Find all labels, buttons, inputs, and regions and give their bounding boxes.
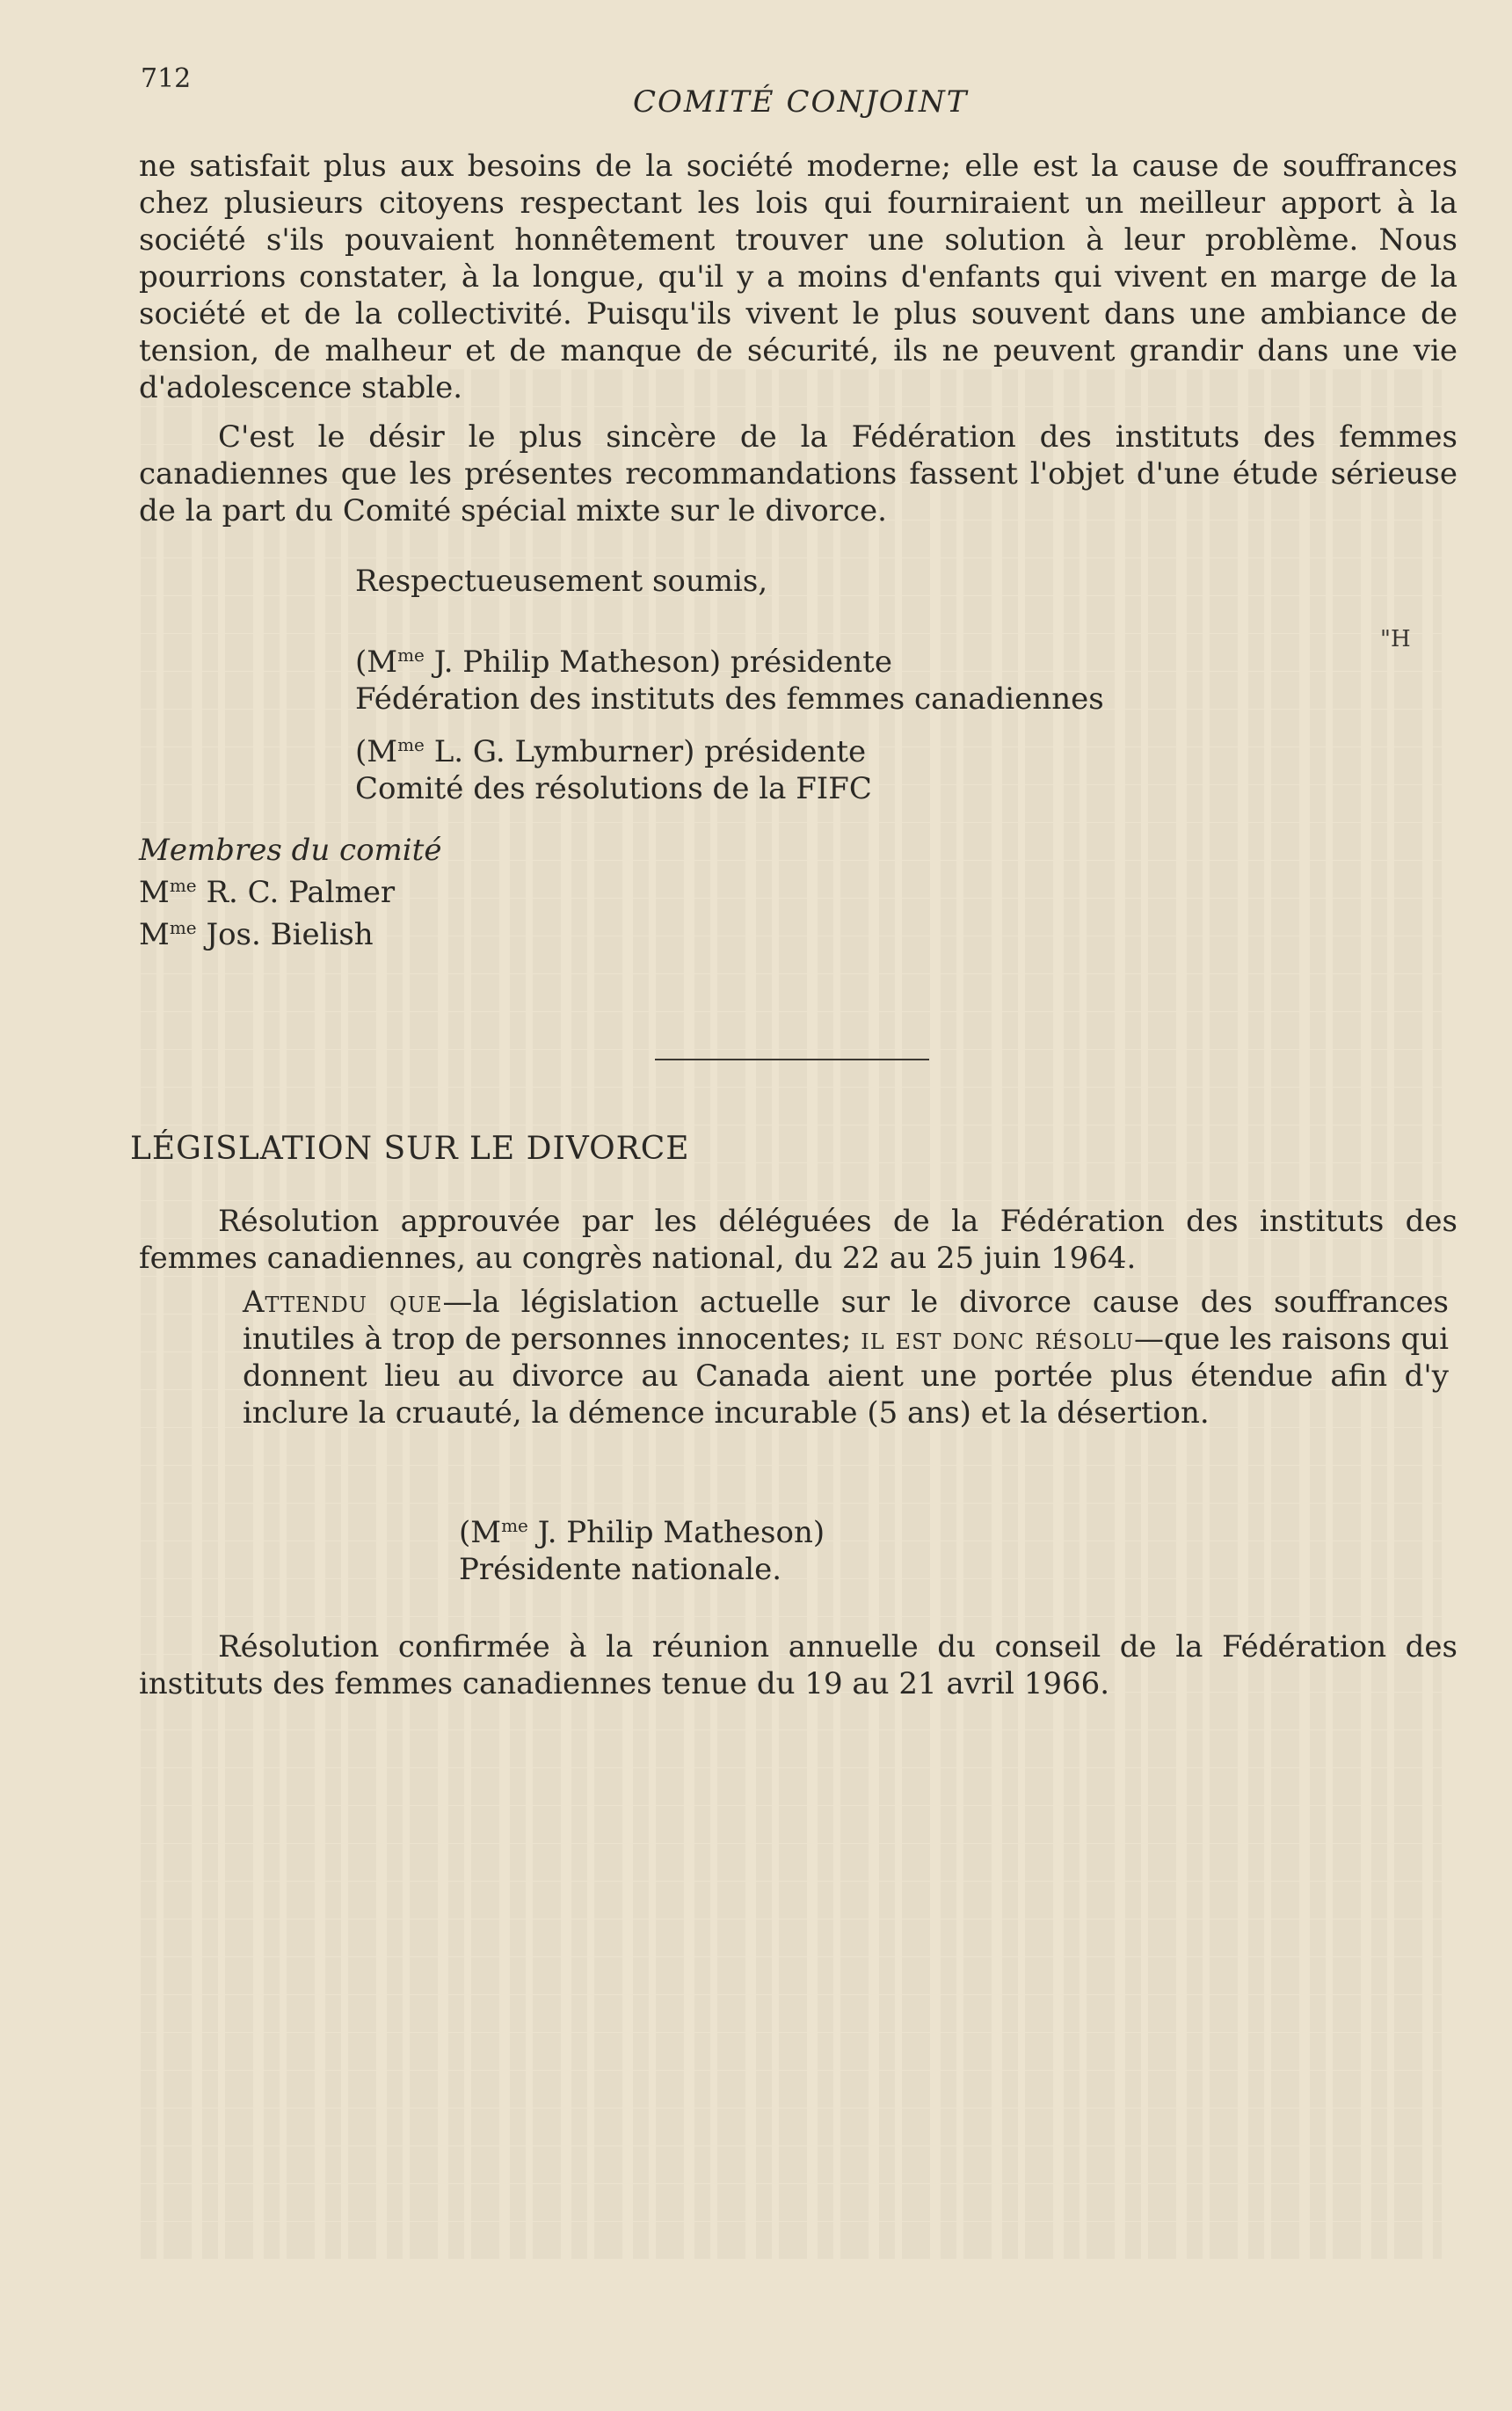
whereas-text-1: —la législation actuelle sur le divorce cause des souffrances inutiles à trop de personnes innocentes; (243, 1285, 1450, 1357)
committee-member: $M^{me}$ R. C. Palmer (139, 875, 396, 910)
committee-block (139, 832, 441, 953)
signature-1-org: Fédération des instituts des femmes canadiennes (355, 681, 1104, 717)
closing-line: Respectueusement soumis, (355, 564, 768, 599)
signature-1-name: ($M^{me}$ J. Philip Matheson) présidente (355, 645, 892, 680)
resolution-confirmed: Résolution confirmée à la réunion annuelle du conseil de la Fédération des instituts des femmes canadiennes tenue du 19 au 21 avril 1966. (139, 1629, 1457, 1701)
running-head: COMITÉ CONJOINT (633, 84, 969, 120)
whereas-text-2: —que les raisons qui donnent lieu au divorce au Canada aient une portée plus étendue afin d'y inclure la cruauté, la démence incurable (5 ans) et la désertion. (243, 1322, 1449, 1431)
section-divider (655, 1059, 929, 1060)
page-number: 712 (141, 63, 192, 94)
section-heading: LÉGISLATION SUR LE DIVORCE (130, 1131, 690, 1167)
body-paragraph-2: C'est le désir le plus sincère de la Fédération des instituts des femmes canadiennes que les présentes recommandations fassent l'objet d'une étude sérieuse de la part du Comité spécial mixte sur le divorce. (139, 419, 1457, 528)
signature-2-org: Comité des résolutions de la FIFC (355, 771, 872, 806)
whereas-clause (243, 1284, 1449, 1431)
body-paragraph-1: ne satisfait plus aux besoins de la société moderne; elle est la cause de souffrances chez plusieurs citoyens respectant les lois qui fourniraient un meilleur apport à la société s'ils pouvaient honnêtement trouver une solution à leur problème. Nous pourrions constater, à la longue, qu'il y a moins d'enfants qui vivent en marge de la société et de la collectivité. Puisqu'ils vivent le plus souvent dans une ambiance de tension, de malheur et de manque de sécurité, ils ne peuvent grandir dans une vie d'adolescence stable. (139, 149, 1457, 405)
resolution-intro: Résolution approuvée par les déléguées de la Fédération des instituts des femmes canadiennes, au congrès national, du 22 au 25 juin 1964. (139, 1204, 1457, 1276)
signature-3-name: ($M^{me}$ J. Philip Matheson) (459, 1515, 825, 1550)
resolved-lead: il est donc résolu (861, 1322, 1135, 1357)
margin-mark: "H (1380, 626, 1411, 652)
signature-1 (355, 644, 1104, 717)
signature-3-title: Présidente nationale. (459, 1552, 782, 1587)
committee-member: $M^{me}$ Jos. Bielish (139, 917, 374, 952)
signature-2-name: ($M^{me}$ L. G. Lymburner) présidente (355, 734, 867, 769)
committee-title: Membres du comité (139, 833, 442, 868)
whereas-lead: Attendu que (243, 1285, 443, 1320)
signature-2 (355, 733, 872, 807)
signature-3 (459, 1514, 825, 1588)
